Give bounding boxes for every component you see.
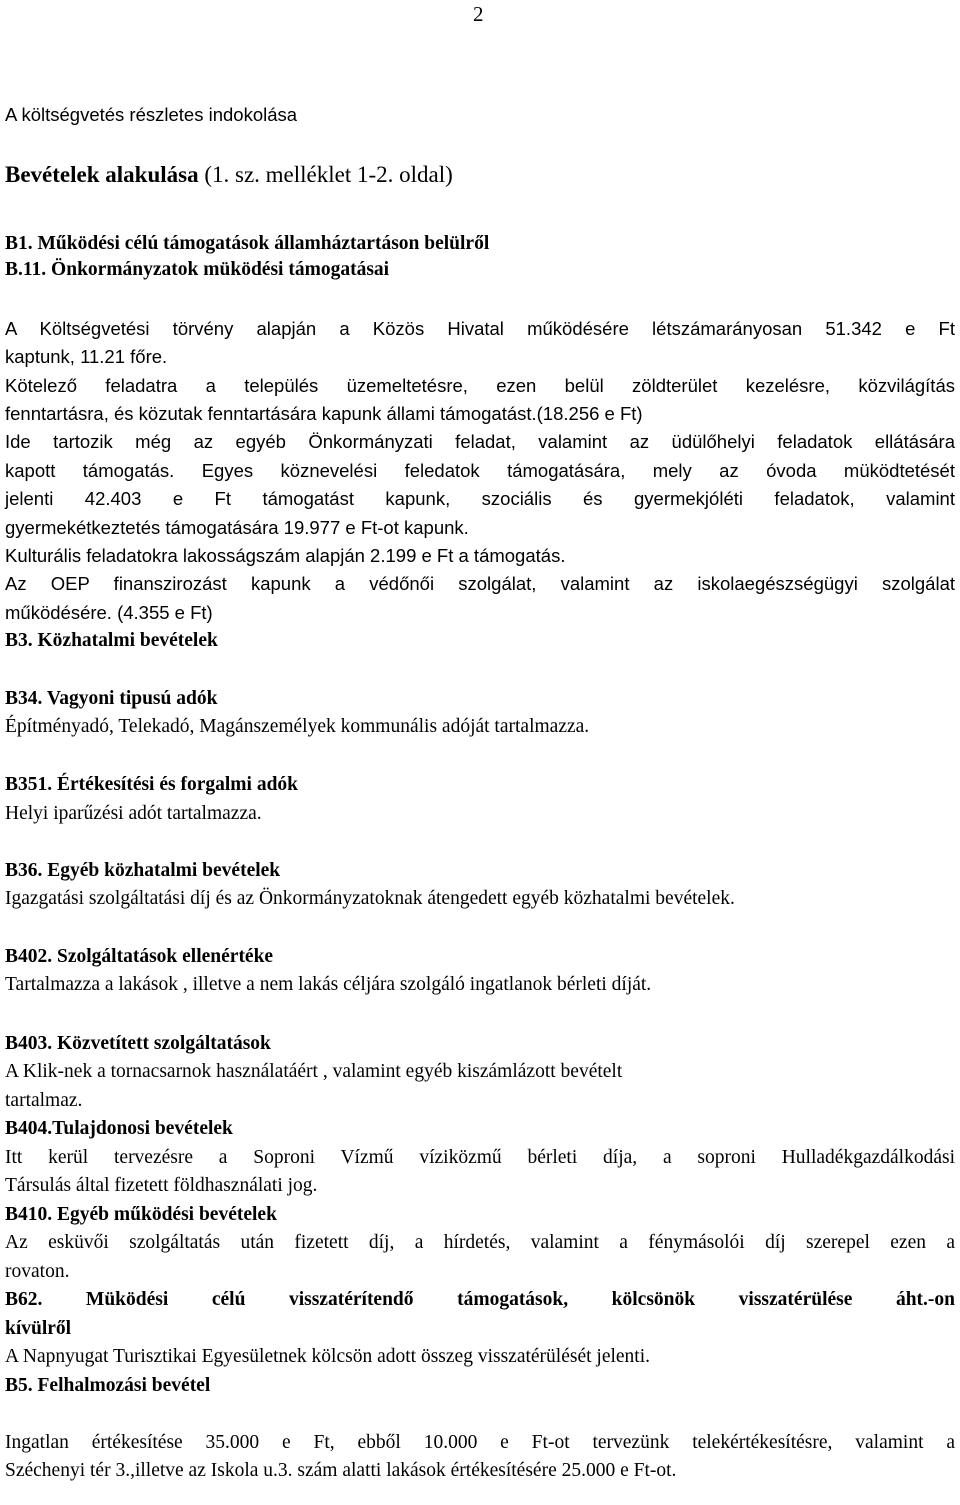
paragraph-line: Helyi iparűzési adót tartalmazza.: [5, 803, 262, 824]
heading-b410-text: B410. Egyéb működési bevételek: [5, 1204, 277, 1225]
heading-b403: [5, 1033, 271, 1055]
heading-b403-text: B403. Közvetített szolgáltatások: [5, 1033, 271, 1054]
heading-b351: [5, 774, 298, 796]
paragraph-line: kaptunk, 11.21 főre.: [5, 346, 168, 367]
paragraph-line: A Klik-nek a tornacsarnok használatáért , valamint egyéb kiszámlázott bevételt: [5, 1061, 623, 1082]
paragraph-line: Társulás által fizetett földhasználati jog.: [5, 1175, 318, 1196]
heading-b62-text: B62. Müködési célú visszatérítendő támogatások, kölcsönök visszatérülése áht.-on: [5, 1289, 955, 1310]
paragraph-line: Kulturális feladatokra lakosságszám alapján 2.199 e Ft a támogatás.: [5, 545, 566, 566]
heading-b62-cont: [5, 1318, 71, 1340]
paragraph-line: A Költségvetési törvény alapján a Közös Hivatal működésére létszámarányosan 51.342 e Ft: [5, 318, 955, 339]
paragraph-line: rovaton.: [5, 1261, 70, 1282]
paragraph-line: Ingatlan értékesítése 35.000 e Ft, ebből 10.000 e Ft-ot tervezünk telekértékesítésre, valamint a: [5, 1432, 955, 1453]
heading-b402-text: B402. Szolgáltatások ellenértéke: [5, 946, 274, 967]
section-heading-note: (1. sz. melléklet 1-2. oldal): [198, 162, 453, 187]
heading-b404-text: B404.Tulajdonosi bevételek: [5, 1118, 233, 1139]
paragraph-line: Széchenyi tér 3.,illetve az Iskola u.3. szám alatti lakások értékesítésére 25.000 e Ft-ot.: [5, 1460, 677, 1481]
heading-b5-text: B5. Felhalmozási bevétel: [5, 1375, 211, 1396]
paragraph-line: Kötelező feladatra a település üzemeltetésre, ezen belül zöldterület kezelésre, közvilágítás: [5, 375, 955, 396]
heading-b62: [5, 1289, 955, 1311]
doc-title: A költségvetés részletes indokolása: [5, 104, 298, 125]
paragraph-line: jelenti 42.403 e Ft támogatást kapunk, szociális és gyermekjóléti feladatok, valamint: [5, 488, 955, 509]
paragraph-line: Ide tartozik még az egyéb Önkormányzati feladat, valamint az üdülőhelyi feladatok ellátására: [5, 431, 955, 452]
heading-b404: [5, 1118, 233, 1140]
paragraph-line: Igazgatási szolgáltatási díj és az Önkormányzatoknak átengedett egyéb közhatalmi bevételek.: [5, 888, 735, 909]
paragraph-line: Tartalmazza a lakások , illetve a nem lakás céljára szolgáló ingatlanok bérleti díját.: [5, 974, 652, 995]
heading-b62-cont-text: kívülről: [5, 1318, 72, 1339]
heading-b410: [5, 1204, 277, 1226]
paragraph-line: Az esküvői szolgáltatás után fizetett díj, a hírdetés, valamint a fénymásolói díj szerepel ezen a: [5, 1232, 955, 1253]
paragraph-line: fenntartásra, és közutak fenntartására kapunk állami támogatást.(18.256 e Ft): [5, 403, 643, 424]
section-heading-bold: Bevételek alakulása: [5, 162, 199, 187]
section-heading-revenues: [5, 164, 453, 186]
heading-b351-text: B351. Értékesítési és forgalmi adók: [5, 774, 299, 795]
page-number: 2: [473, 2, 484, 26]
heading-b3: [5, 630, 218, 652]
paragraph-line: tartalmaz.: [5, 1090, 83, 1111]
paragraph-line: működésére. (4.355 e Ft): [5, 602, 213, 623]
paragraph-line: gyermekétkeztetés támogatására 19.977 e Ft-ot kapunk.: [5, 517, 469, 538]
heading-b34-text: B34. Vagyoni tipusú adók: [5, 688, 218, 709]
paragraph-line: Építményadó, Telekadó, Magánszemélyek kommunális adóját tartalmazza.: [5, 716, 590, 737]
heading-b34: [5, 688, 217, 710]
paragraph-line: Itt kerül tervezésre a Soproni Vízmű víziközmű bérleti díja, a soproni Hulladékgazdálkodási: [5, 1147, 955, 1168]
heading-b36-text: B36. Egyéb közhatalmi bevételek: [5, 860, 281, 881]
paragraph-line: kapott támogatás. Egyes köznevelési feledatok támogatására, mely az óvoda müködtetését: [5, 460, 955, 481]
heading-b11-text: B.11. Önkormányzatok müködési támogatásai: [5, 259, 390, 280]
heading-b5: [5, 1375, 210, 1397]
heading-b3-text: B3. Közhatalmi bevételek: [5, 630, 218, 651]
heading-b1: [5, 233, 489, 255]
heading-b36: [5, 860, 280, 882]
paragraph-line: Az OEP finanszirozást kapunk a védőnői szolgálat, valamint az iskolaegészségügyi szolgálat: [5, 573, 955, 594]
paragraph-line: A Napnyugat Turisztikai Egyesületnek kölcsön adott összeg visszatérülését jelenti.: [5, 1346, 651, 1367]
heading-b1-text: B1. Működési célú támogatások államháztartáson belülről: [5, 233, 490, 254]
heading-b402: [5, 946, 273, 968]
heading-b11: [5, 259, 389, 281]
